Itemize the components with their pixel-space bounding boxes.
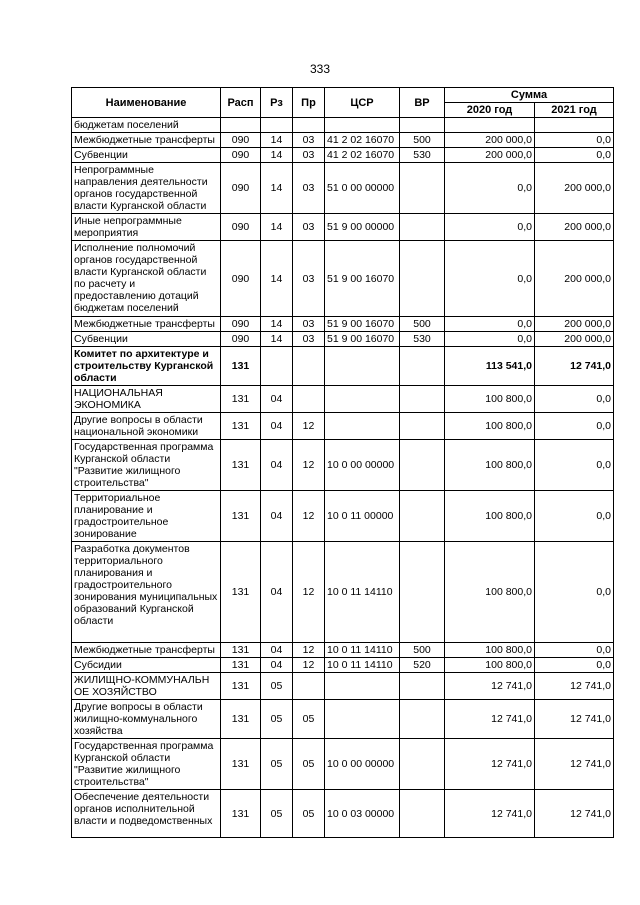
cell-csr — [325, 700, 400, 739]
table-header — [72, 88, 614, 118]
table-row — [72, 241, 614, 317]
cell-csr — [325, 347, 400, 386]
cell-rasp: 131 — [221, 413, 261, 440]
cell-csr: 41 2 02 16070 — [325, 133, 400, 148]
cell-csr — [325, 386, 400, 413]
cell-rasp — [221, 118, 261, 133]
cell-y2020: 12 741,0 — [445, 700, 535, 739]
cell-name: ЖИЛИЩНО-КОММУНАЛЬН ОЕ ХОЗЯЙСТВО — [72, 673, 221, 700]
cell-pr: 12 — [293, 491, 325, 542]
cell-csr: 10 0 00 00000 — [325, 440, 400, 491]
cell-rz: 14 — [261, 317, 293, 332]
cell-csr: 10 0 11 14110 — [325, 643, 400, 658]
cell-pr — [293, 673, 325, 700]
table-row — [72, 739, 614, 790]
cell-rz: 14 — [261, 163, 293, 214]
page-number: 333 — [309, 62, 331, 76]
cell-vr: 500 — [400, 133, 445, 148]
cell-rz: 04 — [261, 643, 293, 658]
cell-y2021: 0,0 — [535, 386, 614, 413]
cell-pr: 03 — [293, 241, 325, 317]
header-2021: 2021 год — [535, 103, 614, 118]
cell-y2021: 0,0 — [535, 133, 614, 148]
header-vr: ВР — [400, 88, 445, 118]
table-row — [72, 386, 614, 413]
cell-vr — [400, 790, 445, 838]
table-row — [72, 413, 614, 440]
cell-pr: 03 — [293, 214, 325, 241]
cell-pr: 05 — [293, 700, 325, 739]
cell-name: Субвенции — [72, 332, 221, 347]
table-row — [72, 542, 614, 643]
table-row — [72, 491, 614, 542]
cell-rz: 14 — [261, 241, 293, 317]
table-body — [72, 118, 614, 838]
cell-rasp: 131 — [221, 790, 261, 838]
cell-rz: 14 — [261, 148, 293, 163]
cell-csr — [325, 413, 400, 440]
cell-rasp: 090 — [221, 214, 261, 241]
cell-rz: 04 — [261, 440, 293, 491]
cell-csr: 51 9 00 16070 — [325, 241, 400, 317]
cell-pr — [293, 118, 325, 133]
cell-name: Исполнение полномочий органов государственной власти Курганской области по расчету и предоставлению дотаций бюджетам поселений — [72, 241, 221, 317]
cell-y2021: 200 000,0 — [535, 214, 614, 241]
cell-rasp: 131 — [221, 440, 261, 491]
cell-rz — [261, 118, 293, 133]
cell-pr: 05 — [293, 739, 325, 790]
cell-name: Территориальное планирование и градостроительное зонирование — [72, 491, 221, 542]
header-2020: 2020 год — [445, 103, 535, 118]
cell-y2020: 100 800,0 — [445, 413, 535, 440]
cell-rasp: 131 — [221, 739, 261, 790]
table-row — [72, 133, 614, 148]
cell-rz: 04 — [261, 491, 293, 542]
cell-vr — [400, 386, 445, 413]
cell-name: Межбюджетные трансферты — [72, 133, 221, 148]
cell-y2020: 0,0 — [445, 163, 535, 214]
cell-rasp: 090 — [221, 332, 261, 347]
cell-csr: 51 9 00 16070 — [325, 332, 400, 347]
table-row — [72, 658, 614, 673]
cell-pr: 03 — [293, 133, 325, 148]
cell-rz: 05 — [261, 700, 293, 739]
cell-y2020: 100 800,0 — [445, 542, 535, 643]
cell-rz: 14 — [261, 332, 293, 347]
cell-name: Другие вопросы в области жилищно-коммунального хозяйства — [72, 700, 221, 739]
table-row — [72, 332, 614, 347]
header-pr: Пр — [293, 88, 325, 118]
cell-csr — [325, 118, 400, 133]
table-row — [72, 214, 614, 241]
cell-y2021: 12 741,0 — [535, 739, 614, 790]
table-row — [72, 643, 614, 658]
cell-y2020: 100 800,0 — [445, 386, 535, 413]
cell-rz — [261, 347, 293, 386]
cell-y2020: 100 800,0 — [445, 643, 535, 658]
cell-pr: 12 — [293, 658, 325, 673]
cell-csr: 10 0 11 00000 — [325, 491, 400, 542]
cell-csr: 10 0 11 14110 — [325, 658, 400, 673]
table-row — [72, 347, 614, 386]
cell-y2020: 200 000,0 — [445, 133, 535, 148]
cell-y2021: 12 741,0 — [535, 700, 614, 739]
cell-pr: 12 — [293, 643, 325, 658]
cell-pr — [293, 386, 325, 413]
table-row — [72, 790, 614, 838]
cell-name: Субвенции — [72, 148, 221, 163]
cell-rz: 05 — [261, 790, 293, 838]
cell-name: Государственная программа Курганской области "Развитие жилищного строительства" — [72, 440, 221, 491]
cell-y2021: 0,0 — [535, 491, 614, 542]
cell-vr — [400, 440, 445, 491]
cell-rasp: 131 — [221, 643, 261, 658]
cell-pr — [293, 347, 325, 386]
cell-vr — [400, 214, 445, 241]
cell-rz: 04 — [261, 386, 293, 413]
cell-rz: 04 — [261, 413, 293, 440]
cell-csr: 41 2 02 16070 — [325, 148, 400, 163]
cell-vr — [400, 491, 445, 542]
cell-csr: 10 0 11 14110 — [325, 542, 400, 643]
cell-rasp: 131 — [221, 658, 261, 673]
cell-csr: 51 9 00 16070 — [325, 317, 400, 332]
cell-name: Межбюджетные трансферты — [72, 643, 221, 658]
cell-y2021: 200 000,0 — [535, 332, 614, 347]
cell-y2021: 0,0 — [535, 643, 614, 658]
cell-y2021 — [535, 118, 614, 133]
cell-csr — [325, 673, 400, 700]
header-rz: Рз — [261, 88, 293, 118]
cell-name: Комитет по архитектуре и строительству Курганской области — [72, 347, 221, 386]
cell-rz: 04 — [261, 658, 293, 673]
header-name: Наименование — [72, 88, 221, 118]
cell-name: НАЦИОНАЛЬНАЯ ЭКОНОМИКА — [72, 386, 221, 413]
cell-pr: 12 — [293, 440, 325, 491]
cell-vr: 520 — [400, 658, 445, 673]
cell-y2020: 100 800,0 — [445, 658, 535, 673]
cell-y2020: 0,0 — [445, 241, 535, 317]
cell-vr: 530 — [400, 148, 445, 163]
cell-y2021: 0,0 — [535, 148, 614, 163]
cell-name: Обеспечение деятельности органов исполнительной власти и подведомственных — [72, 790, 221, 838]
cell-name: Иные непрограммные мероприятия — [72, 214, 221, 241]
cell-vr — [400, 163, 445, 214]
cell-rasp: 090 — [221, 163, 261, 214]
cell-y2020: 12 741,0 — [445, 790, 535, 838]
cell-y2021: 0,0 — [535, 413, 614, 440]
cell-csr: 51 9 00 00000 — [325, 214, 400, 241]
cell-rasp: 090 — [221, 317, 261, 332]
cell-rz: 14 — [261, 133, 293, 148]
cell-rasp: 131 — [221, 673, 261, 700]
table-row — [72, 118, 614, 133]
cell-rz: 14 — [261, 214, 293, 241]
cell-rz: 05 — [261, 673, 293, 700]
cell-name: Разработка документов территориального планирования и градостроительного зонирования муниципальных образований Курганской области — [72, 542, 221, 643]
cell-y2021: 200 000,0 — [535, 317, 614, 332]
cell-y2020: 113 541,0 — [445, 347, 535, 386]
cell-y2020: 100 800,0 — [445, 440, 535, 491]
header-rasp: Расп — [221, 88, 261, 118]
cell-y2020 — [445, 118, 535, 133]
cell-y2021: 0,0 — [535, 440, 614, 491]
cell-pr: 03 — [293, 317, 325, 332]
cell-vr: 530 — [400, 332, 445, 347]
cell-rasp: 131 — [221, 347, 261, 386]
cell-vr — [400, 739, 445, 790]
cell-name: Непрограммные направления деятельности органов государственной власти Курганской области — [72, 163, 221, 214]
cell-y2021: 12 741,0 — [535, 673, 614, 700]
cell-name: Государственная программа Курганской области "Развитие жилищного строительства" — [72, 739, 221, 790]
cell-vr: 500 — [400, 643, 445, 658]
cell-vr: 500 — [400, 317, 445, 332]
cell-rasp: 131 — [221, 491, 261, 542]
table-row — [72, 673, 614, 700]
cell-name: Субсидии — [72, 658, 221, 673]
cell-pr: 03 — [293, 332, 325, 347]
cell-pr: 03 — [293, 163, 325, 214]
cell-rasp: 131 — [221, 700, 261, 739]
cell-vr — [400, 700, 445, 739]
budget-table — [71, 87, 614, 838]
table-row — [72, 440, 614, 491]
cell-rasp: 131 — [221, 542, 261, 643]
cell-vr — [400, 118, 445, 133]
table-row — [72, 700, 614, 739]
cell-y2020: 12 741,0 — [445, 739, 535, 790]
cell-name: бюджетам поселений — [72, 118, 221, 133]
cell-y2020: 200 000,0 — [445, 148, 535, 163]
cell-vr — [400, 347, 445, 386]
cell-y2020: 0,0 — [445, 332, 535, 347]
header-csr: ЦСР — [325, 88, 400, 118]
table-row — [72, 317, 614, 332]
cell-y2021: 0,0 — [535, 542, 614, 643]
cell-y2021: 200 000,0 — [535, 163, 614, 214]
cell-pr: 12 — [293, 542, 325, 643]
cell-pr: 12 — [293, 413, 325, 440]
cell-name: Другие вопросы в области национальной экономики — [72, 413, 221, 440]
cell-y2021: 0,0 — [535, 658, 614, 673]
cell-vr — [400, 542, 445, 643]
cell-y2020: 100 800,0 — [445, 491, 535, 542]
cell-rasp: 090 — [221, 241, 261, 317]
cell-rz: 04 — [261, 542, 293, 643]
cell-rasp: 090 — [221, 133, 261, 148]
cell-rz: 05 — [261, 739, 293, 790]
table-row — [72, 163, 614, 214]
cell-y2021: 12 741,0 — [535, 790, 614, 838]
cell-csr: 10 0 03 00000 — [325, 790, 400, 838]
cell-y2021: 12 741,0 — [535, 347, 614, 386]
cell-rasp: 131 — [221, 386, 261, 413]
cell-y2020: 0,0 — [445, 214, 535, 241]
header-summa: Сумма — [445, 88, 614, 103]
cell-rasp: 090 — [221, 148, 261, 163]
cell-pr: 03 — [293, 148, 325, 163]
cell-y2020: 12 741,0 — [445, 673, 535, 700]
cell-pr: 05 — [293, 790, 325, 838]
cell-csr: 10 0 00 00000 — [325, 739, 400, 790]
cell-name: Межбюджетные трансферты — [72, 317, 221, 332]
cell-y2020: 0,0 — [445, 317, 535, 332]
cell-csr: 51 0 00 00000 — [325, 163, 400, 214]
cell-vr — [400, 413, 445, 440]
cell-y2021: 200 000,0 — [535, 241, 614, 317]
cell-vr — [400, 241, 445, 317]
table-row — [72, 148, 614, 163]
cell-vr — [400, 673, 445, 700]
